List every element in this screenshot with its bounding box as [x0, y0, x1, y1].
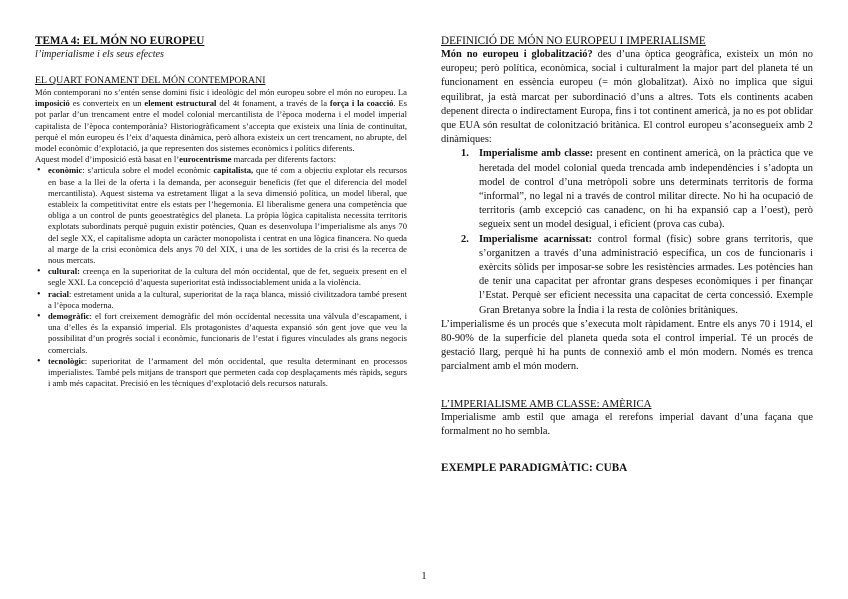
- list-item: 1. Imperialisme amb classe: present en continent americà, on la pràctica que ve heretada del model colonial queda trencada amb independències i s’adopta un model de control d’una metròpoli sobre uns determinats territoris de forma “informal”, no legal ni a través de control militar directe. No hi ha ocupació de territoris (amb excepció cas canadenc, on hi ha expansió cap a l’oest), però segueix sent un model desigual, i eficient (prova cas cuba).: [461, 148, 813, 231]
- imperialism-paragraph: L’imperialisme és un procés que s’executa molt ràpidament. Entre els anys 70 i 1914, el 80-90% de la superfície del planeta queda sota el control imperial. Té un procés de gestació llarg, perquè hi ha punts de connexió amb el món modern. Només es trenca parcialment amb el món modern.: [441, 318, 813, 373]
- left-column: [35, 34, 407, 389]
- list-item: • racial: estretament unida a la cultural, superioritat de la raça blanca, missió civilitzadora també present a l’època moderna.: [48, 289, 407, 311]
- list-item: 2. Imperialisme acarnissat: control formal (físic) sobre grans territoris, que s’organitzen a través d’una administració específica, un cos de funcionaris i exèrcits sòlids per imposar-se sobre les resistències armades. Les potències han de tenir una capacitat per afrontar grans despeses econòmiques i per finançar l’Estat. Perquè ser eficient necessita una capacitat de certa concessió. Exemple Gran Bretanya sobre la Índia i la resta de colònies britàniques.: [461, 233, 813, 316]
- factors-list: [35, 165, 407, 389]
- dynamics-list: [441, 147, 813, 317]
- section-heading: EL QUART FONAMENT DEL MÓN CONTEMPORANI: [35, 75, 266, 86]
- page-number: 1: [421, 571, 427, 582]
- definition-heading: DEFINICIÓ DE MÓN NO EUROPEU I IMPERIALISME: [441, 35, 706, 47]
- america-heading: L’IMPERIALISME AMB CLASSE: AMÈRICA: [441, 397, 652, 410]
- right-column: [441, 34, 813, 475]
- america-paragraph: Imperialisme amb estil que amaga el rerefons imperial davant d’una façana que formalment no ho sembla.: [441, 411, 813, 437]
- list-item: • demogràfic: el fort creixement demogràfic del món occidental necessita una vàlvula d’escapament, i una d’elles és la expansió imperial. Els protagonistes d’aquesta expansió són gent jove que veu la possibilitat d’un progrés social i econòmic, funcionaris de l’estat i figures vinculades als grans negocis comercials.: [48, 311, 407, 356]
- definition-paragraph: Món no europeu i globalització? des d’una òptica geogràfica, existeix un món no europeu; però política, econòmica, social i culturalment la major part del planeta té un funcionament en essència europeu (= món globalitzat). Això no implica que sigui equilibrat, ja està marcat per subordinació d’uns a altres. Tots els continents acaben depenent directa o indirectament Europa, fins i tot continent americà, ja no es pot oblidar que EUA són resultat de colonització britànica. El control europeu s’aconsegueix amb 2 dinàmiques:: [441, 49, 813, 146]
- factors-intro: Aquest model d’imposició està basat en l’eurocentrisme marcada per diferents factors:: [35, 154, 337, 165]
- list-item: • cultural: creença en la superioritat de la cultura del món occidental, que de fet, segueix present en el segle XXI. La concepció d’aquesta superioritat està indissociablement unida a la violència.: [48, 266, 407, 288]
- document-subtitle: l’imperialisme i els seus efectes: [35, 49, 165, 60]
- cuba-heading: EXEMPLE PARADIGMÀTIC: CUBA: [441, 462, 628, 475]
- document-title: TEMA 4: EL MÓN NO EUROPEU: [35, 35, 205, 47]
- list-item: • econòmic: s’articula sobre el model econòmic capitalista, que té com a objectiu explotar els recursos en base a la llei de la oferta i la demanda, per aconseguir beneficis (fet que el diferencia del model mercantilista). Aquest sistema va estretament lligat a la seva dimensió política, un model liberal, que estableix la competitivitat entre els estats per l’hegemonia. El liberalisme genera una competència que obliga a un control de punts geoestratègics del planeta. La pròpia lògica capitalista necessita territoris explotats subordinats perquè puguin existir potències, Quan es desenvolupa l’imperialisme als anys 70 del segle XX, el capitalisme adopta un caràcter monopolista i centrat en una lògica financera. No queda al marge de la crisi econòmica dels anys 70 del XIX, i una de les sortides de la crisi és la recerca de nous mercats.: [48, 165, 407, 266]
- intro-paragraph: Món contemporani no s’entén sense domini físic i ideològic del món europeu sobre el món no europeu. La imposició es converteix en un element estructural del 4t fonament, a través de la força i la coacció. Es pot parlar d’un trencament entre el model colonial mercantilista de l’època moderna i el model imperial capitalista de l’època contemporània? Historiogràficament s’accepta que existeix una línia de continuïtat, perquè el món europeu és l’eix d’aquesta dinàmica, però alhora existeix un cert trencament, no abrupte, del model econòmic d’explotació, ja que representen dos sistemes econòmics i polítics diferents.: [35, 87, 408, 154]
- list-item: • tecnològic: superioritat de l’armament del món occidental, que resulta determinant en processos imperialistes. També pels mitjans de transport que permeten cada cop desplaçaments més ràpids, segurs i amb més capacitat. Precisió en les tècniques d’explotació dels recursos naturals.: [48, 356, 407, 390]
